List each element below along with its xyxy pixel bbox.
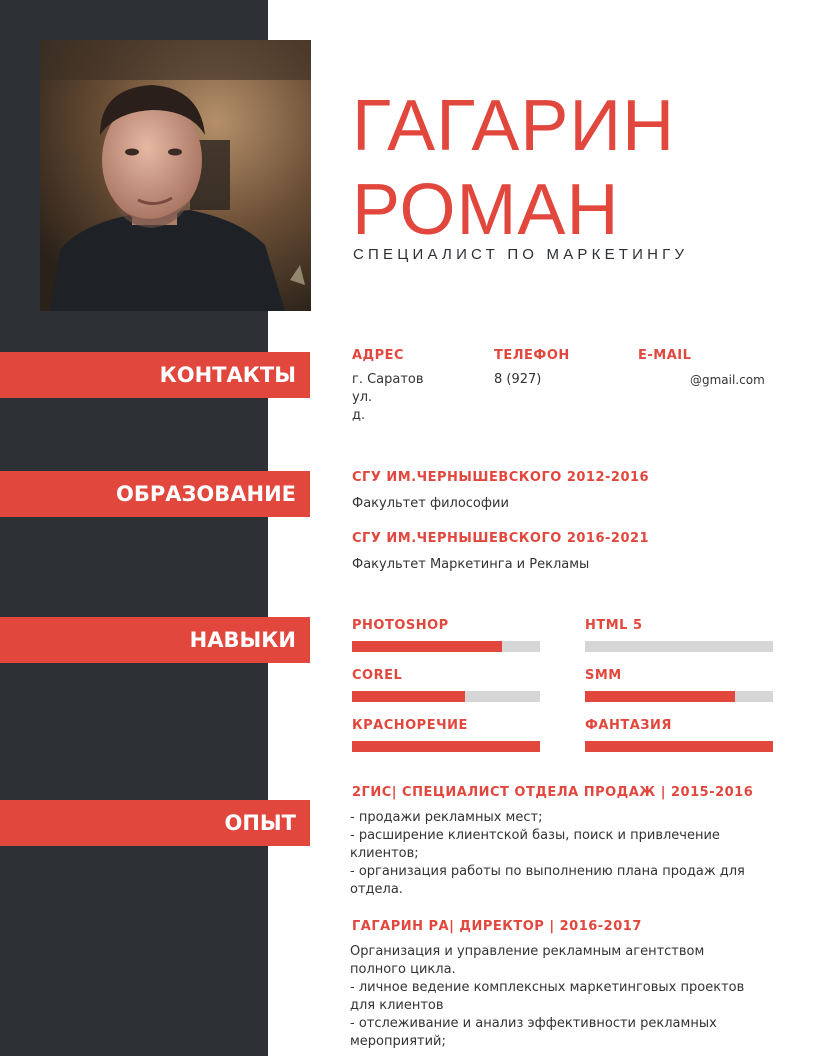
skill-name: SMM [585,668,622,683]
first-name: РОМАН [352,170,620,250]
skill-name: КРАСНОРЕЧИЕ [352,718,468,733]
experience-line: - продажи рекламных мест; [350,810,543,825]
phone-value: 8 (927) [494,372,542,387]
skill-name: ФАНТАЗИЯ [585,718,672,733]
experience-line: - личное ведение комплексных маркетинговых проектов [350,980,745,995]
experience-heading-2: ГАГАРИН РА| ДИРЕКТОР | 2016-2017 [352,919,642,934]
experience-line: - организация работы по выполнению плана продаж для [350,864,745,879]
address-line-1: г. Саратов [352,372,424,387]
skill-bar-fill [352,741,540,752]
experience-line: для клиентов [350,998,444,1013]
experience-line: отдела. [350,882,403,897]
experience-line: Организация и управление рекламным агентством [350,944,705,959]
job-title: СПЕЦИАЛИСТ ПО МАРКЕТИНГУ [353,246,689,263]
education-heading-1: СГУ ИМ.ЧЕРНЫШЕВСКОГО 2012-2016 [352,470,650,485]
experience-heading-1: 2ГИС| СПЕЦИАЛИСТ ОТДЕЛА ПРОДАЖ | 2015-2016 [352,785,754,800]
skill-bar [585,691,773,702]
experience-line: мероприятий; [350,1034,446,1049]
profile-photo [40,40,311,311]
skill-bar [352,741,540,752]
section-experience: ОПЫТ [0,800,310,846]
phone-label: ТЕЛЕФОН [494,348,570,363]
section-contacts: КОНТАКТЫ [0,352,310,398]
education-detail-1: Факультет философии [352,496,509,511]
address-label: АДРЕС [352,348,405,363]
email-label: E-MAIL [638,348,692,363]
section-skills: НАВЫКИ [0,617,310,663]
experience-line: клиентов; [350,846,419,861]
skill-bar-fill [352,641,502,652]
section-education: ОБРАЗОВАНИЕ [0,471,310,517]
education-detail-2: Факультет Маркетинга и Рекламы [352,557,590,572]
education-heading-2: СГУ ИМ.ЧЕРНЫШЕВСКОГО 2016-2021 [352,531,650,546]
experience-line: - расширение клиентской базы, поиск и привлечение [350,828,720,843]
email-value: @gmail.com [690,373,765,387]
skill-bar [585,741,773,752]
skill-bar [352,691,540,702]
experience-line: - отслеживание и анализ эффективности рекламных [350,1016,717,1031]
skill-name: PHOTOSHOP [352,618,449,633]
skill-name: COREL [352,668,403,683]
last-name: ГАГАРИН [352,86,676,166]
experience-line: полного цикла. [350,962,456,977]
skill-name: HTML 5 [585,618,643,633]
skill-bar [585,641,773,652]
portrait-photo [40,40,311,311]
skill-bar-fill [352,691,465,702]
address-line-2: ул. [352,390,373,405]
skill-bar-fill [585,741,773,752]
address-line-3: д. [352,408,366,423]
skill-bar [352,641,540,652]
skill-bar-fill [585,691,735,702]
